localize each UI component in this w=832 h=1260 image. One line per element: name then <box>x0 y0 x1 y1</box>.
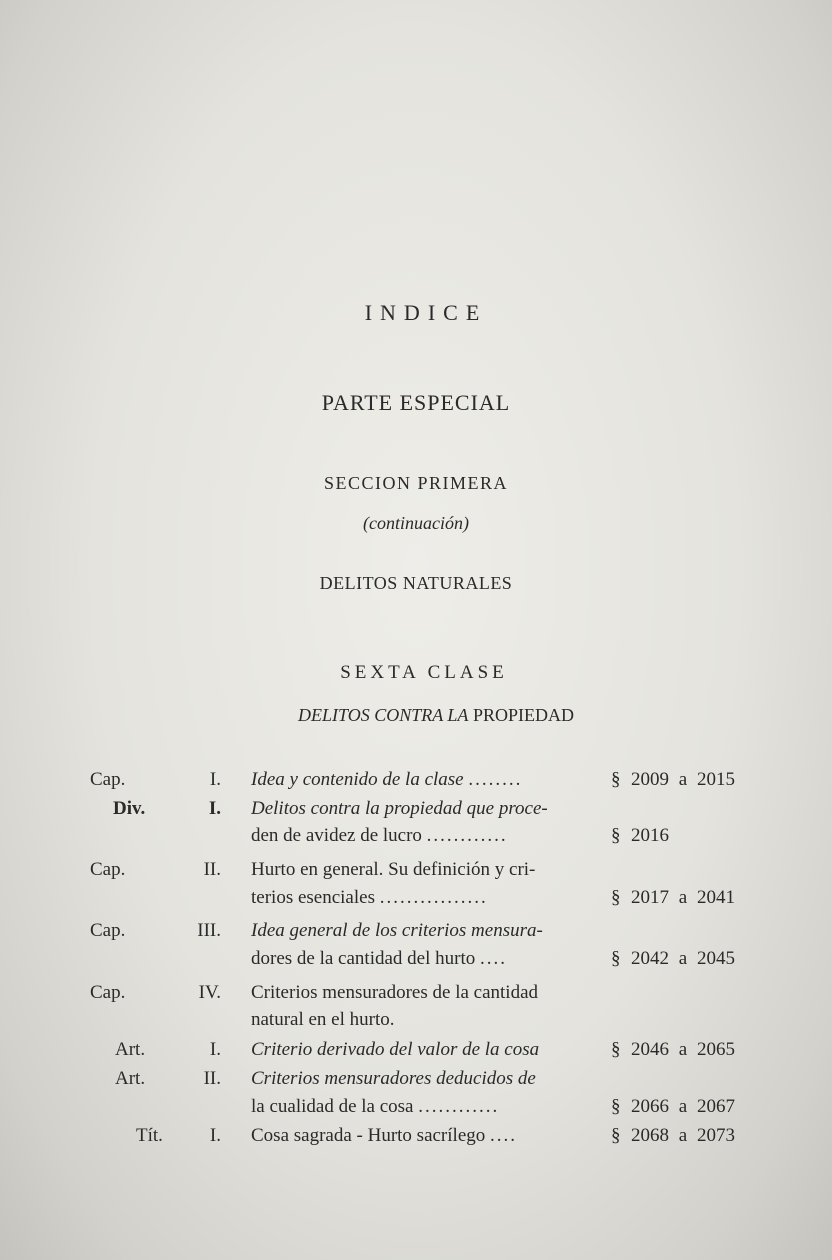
ref-from: 2017 <box>631 887 669 908</box>
entry-number: I. <box>209 1125 221 1146</box>
section-sign: § <box>611 1125 621 1146</box>
subject-title: DELITOS NATURALES <box>319 573 513 593</box>
ref-to: 2015 <box>697 769 735 790</box>
leader-dots: .... <box>490 1125 518 1146</box>
entry-title-cont: den de avidez de lucro <box>251 825 422 846</box>
leader-dots: .... <box>479 948 507 969</box>
section-sign: § <box>611 769 621 790</box>
entry-kind: Cap. <box>90 769 126 790</box>
entry-number: I. <box>209 769 221 790</box>
entry-title: Delitos contra la propiedad que proce- <box>251 798 548 819</box>
index-title: INDICE <box>364 300 488 325</box>
paragraph-ref <box>611 1036 761 1064</box>
ref-from: 2042 <box>631 948 669 969</box>
ref-from: 2009 <box>631 769 669 790</box>
ref-from: 2016 <box>631 825 669 846</box>
entry-title-cont: terios esenciales <box>251 887 375 908</box>
entry-kind: Tít. <box>136 1125 163 1146</box>
ref-sep: a <box>678 948 688 969</box>
section-sign: § <box>611 1096 621 1117</box>
leader-dots: ........ <box>468 769 523 790</box>
entry-text <box>251 766 603 794</box>
ref-sep: a <box>678 1039 688 1060</box>
entry-kind: Cap. <box>90 920 126 941</box>
entry-text <box>251 884 603 912</box>
leader-dots: ............ <box>426 825 508 846</box>
entry-text <box>251 945 603 973</box>
entry-text <box>251 822 603 850</box>
paragraph-ref <box>611 822 761 850</box>
section-sign: § <box>611 1039 621 1060</box>
entry-title: Criterios mensuradores de la cantidad <box>251 982 539 1003</box>
entry-number: I. <box>209 1039 221 1060</box>
entry-number: II. <box>203 859 221 880</box>
entry-title-cont: dores de la cantidad del hurto <box>251 948 476 969</box>
entry-title: Idea y contenido de la clase <box>251 769 464 790</box>
entry-kind: Art. <box>115 1039 146 1060</box>
section-title: SECCION PRIMERA <box>323 473 509 493</box>
paragraph-ref <box>611 884 761 912</box>
ref-to: 2073 <box>697 1125 735 1146</box>
ref-from: 2066 <box>631 1096 669 1117</box>
class-subtitle-rest: PROPIEDAD <box>472 705 574 725</box>
part-title: PARTE ESPECIAL <box>321 390 511 415</box>
ref-from: 2046 <box>631 1039 669 1060</box>
leader-dots: ................ <box>379 887 488 908</box>
ref-sep: a <box>678 1125 688 1146</box>
entry-number: IV. <box>198 982 221 1003</box>
ref-sep: a <box>678 887 688 908</box>
leader-dots: ............ <box>418 1096 500 1117</box>
class-title: SEXTA CLASE <box>340 662 508 683</box>
entry-kind: Cap. <box>90 859 126 880</box>
ref-to: 2045 <box>697 948 735 969</box>
paragraph-ref <box>611 1122 761 1150</box>
entry-title: Criterios mensuradores deducidos de <box>251 1068 536 1089</box>
ref-to: 2067 <box>697 1096 735 1117</box>
section-sign: § <box>611 948 621 969</box>
entry-number: I. <box>208 798 221 819</box>
paragraph-ref <box>611 945 761 973</box>
entry-number: II. <box>203 1068 221 1089</box>
entry-text <box>251 1122 603 1150</box>
ref-from: 2068 <box>631 1125 669 1146</box>
entry-title-cont: natural en el hurto. <box>251 1009 395 1030</box>
paragraph-ref <box>611 1093 761 1121</box>
entry-number: III. <box>197 920 221 941</box>
entry-kind: Div. <box>113 798 146 819</box>
entry-title: Criterio derivado del valor de la cosa <box>251 1039 540 1060</box>
ref-to: 2041 <box>697 887 735 908</box>
section-sign: § <box>611 825 621 846</box>
class-subtitle <box>0 705 832 726</box>
class-subtitle-italic: DELITOS CONTRA LA <box>298 705 469 725</box>
ref-sep: a <box>678 1096 688 1117</box>
ref-sep: a <box>678 769 688 790</box>
continuation-note: (continuación) <box>363 513 469 533</box>
entry-kind: Cap. <box>90 982 126 1003</box>
entry-title-cont: la cualidad de la cosa <box>251 1096 414 1117</box>
paragraph-ref <box>611 766 761 794</box>
entry-title: Cosa sagrada - Hurto sacrílego <box>251 1125 486 1146</box>
entry-kind: Art. <box>115 1068 146 1089</box>
ref-to: 2065 <box>697 1039 735 1060</box>
entry-text <box>251 1093 603 1121</box>
section-sign: § <box>611 887 621 908</box>
entry-title: Idea general de los criterios mensura- <box>251 920 543 941</box>
entry-title: Hurto en general. Su definición y cri- <box>251 859 536 880</box>
